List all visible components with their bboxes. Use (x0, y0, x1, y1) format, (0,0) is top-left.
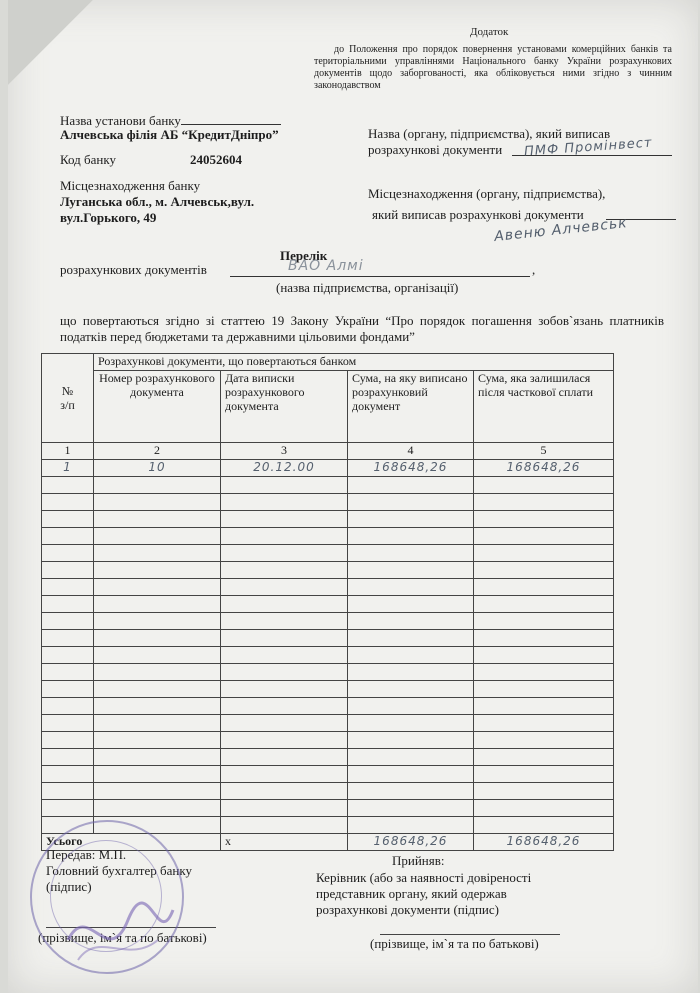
table-cell (94, 698, 221, 715)
table-cell (221, 579, 348, 596)
table-cell (42, 477, 94, 494)
table-cell (42, 732, 94, 749)
table-cell (474, 766, 614, 783)
list-basis: що повертаються згідно зі статтею 19 Закону України “Про порядок погашення зобов`язань платників податків перед бюджетами та державними цільовими фондами” (60, 313, 664, 344)
table-cell (221, 800, 348, 817)
name-caption-left: (прізвище, ім`я та по батькові) (38, 930, 207, 945)
col-number-4: 4 (348, 443, 474, 460)
issuer-name-label-1: Назва (органу, підприємства), який виписав (368, 126, 611, 141)
table-cell (94, 783, 221, 800)
signature-line-right (380, 934, 560, 935)
header-doc-number: Номер розрахункового документа (94, 371, 221, 443)
table-cell (474, 732, 614, 749)
table-cell (94, 477, 221, 494)
bank-code-value: 24052604 (190, 152, 242, 167)
col-number-3: 3 (221, 443, 348, 460)
table-cell (348, 545, 474, 562)
bank-location-value-2: вул.Горького, 49 (60, 210, 157, 225)
table-cell (221, 630, 348, 647)
table-row (42, 698, 614, 715)
accepted-label: Прийняв: (392, 853, 445, 868)
table-cell (348, 715, 474, 732)
table-cell (348, 613, 474, 630)
table-cell (348, 647, 474, 664)
table-cell (474, 647, 614, 664)
table-cell (348, 732, 474, 749)
table-cell (474, 664, 614, 681)
document-sheet: Додаток до Положення про порядок повернення установами комерційних банків та територіальними управліннями Національного банку України розрахункових документів щодо заборгованості, яка обліковується ними згідно з чинним законодавством Назва установи банку Алчевська філія АБ “КредитДніпро” Код банку 24052604 Місцезнаходження банку Луганська обл., м. Алчевськ,вул. вул.Горького, 49 Назва (органу, підприємства), який виписав розрахункові документи ПМФ Промінвест Місцезнаходження (органу, підприємства), який виписав розрахункові документи Авеню Алчевськ Перелік розрахункових документів , ВАО Алмі (назва підприємства, організації) що повертаються згідно зі статтею 19 Закону України “Про порядок погашення зобов`язань платників податків перед бюджетами та державними цільовими фондами” № з/п Розрахункові документи, що повертаються банком Номер розрахункового документа Дата виписки розрахункового документа Сума, на яку виписано розрахунковий документ Сума, яка залишилася після часткової сплати 1 2 3 4 5 1 10 20.12.00 168648,26 168648,26 Усього x 168648,26 168648,26 Передав: М.П. Головний бухгалтер банку (підпис) (прізвище, ім`я та по батькові) Прийняв: Керівник (або за наявності довіреності представник органу, який одержав розрахункові документи (підпис) (прізвище, ім`я та по батькові) (8, 0, 698, 993)
table-cell (474, 817, 614, 834)
bank-location-value-1: Луганська обл., м. Алчевськ,вул. (60, 194, 255, 209)
table-cell (221, 528, 348, 545)
table-cell (221, 817, 348, 834)
table-row (42, 664, 614, 681)
row-1-doc-number: 10 (148, 460, 166, 474)
table-cell (94, 630, 221, 647)
table-cell (348, 800, 474, 817)
table-cell (221, 613, 348, 630)
table-cell (221, 732, 348, 749)
table-cell (348, 494, 474, 511)
table-cell (221, 494, 348, 511)
table-row (42, 630, 614, 647)
head-label-2: представник органу, який одержав (316, 886, 507, 901)
header-number: № з/п (42, 354, 94, 443)
header-group: Розрахункові документи, що повертаються банком (94, 354, 614, 371)
table-cell (474, 715, 614, 732)
table-cell (42, 800, 94, 817)
org-handwritten: ВАО Алмі (288, 258, 364, 274)
table-row (42, 783, 614, 800)
table-cell (42, 749, 94, 766)
table-cell (94, 596, 221, 613)
table-cell (94, 664, 221, 681)
table-cell (348, 562, 474, 579)
passed-label: Передав: М.П. (46, 847, 127, 862)
table-cell (94, 715, 221, 732)
table-cell (221, 647, 348, 664)
table-cell (94, 647, 221, 664)
table-row (42, 562, 614, 579)
header-doc-date: Дата виписки розрахункового документа (221, 371, 348, 443)
table-row (42, 579, 614, 596)
col-number-1: 1 (42, 443, 94, 460)
table-cell (474, 562, 614, 579)
table-cell (221, 664, 348, 681)
table-cell (221, 749, 348, 766)
table-cell (474, 613, 614, 630)
table-cell (348, 528, 474, 545)
table-cell (348, 817, 474, 834)
table-cell (94, 494, 221, 511)
table-cell (42, 715, 94, 732)
table-cell (94, 732, 221, 749)
table-cell (348, 766, 474, 783)
table-cell (42, 562, 94, 579)
table-row (42, 613, 614, 630)
row-1-date: 20.12.00 (253, 460, 315, 474)
table-cell (348, 596, 474, 613)
accountant-label: Головний бухгалтер банку (46, 863, 192, 878)
row-1-remainder: 168648,26 (506, 460, 581, 474)
table-cell (348, 477, 474, 494)
table-row (42, 545, 614, 562)
table-row (42, 715, 614, 732)
bank-code-label: Код банку (60, 152, 116, 167)
table-cell (42, 494, 94, 511)
table-row (42, 647, 614, 664)
annex-text: до Положення про порядок повернення установами комерційних банків та територіальними управліннями Національного банку України розрахункових документів щодо заборгованості, яка обліковується ними згідно з чинним законодавством (314, 44, 672, 91)
table-row (42, 800, 614, 817)
table-cell (474, 681, 614, 698)
table-cell (94, 545, 221, 562)
issuer-location-handwritten: Авеню Алчевськ (493, 215, 629, 245)
table-row (42, 494, 614, 511)
table-cell (221, 783, 348, 800)
head-label-1: Керівник (або за наявності довіреності (316, 870, 532, 885)
org-line (230, 276, 530, 277)
table-cell (348, 579, 474, 596)
table-cell (348, 511, 474, 528)
folded-corner (8, 0, 93, 85)
table-cell (42, 630, 94, 647)
table-cell (42, 681, 94, 698)
col-number-5: 5 (474, 443, 614, 460)
issuer-name-handwritten: ПМФ Промінвест (523, 135, 653, 160)
table-cell (94, 579, 221, 596)
table-cell (94, 562, 221, 579)
total-label: Усього (42, 834, 221, 851)
table-cell (474, 579, 614, 596)
table-cell (221, 511, 348, 528)
table-cell (42, 528, 94, 545)
table-cell (474, 630, 614, 647)
table-cell (348, 630, 474, 647)
annex-title: Додаток (470, 26, 509, 38)
table-cell (348, 749, 474, 766)
table-cell (94, 766, 221, 783)
table-cell (474, 545, 614, 562)
issuer-name-label-2: розрахункові документи (368, 142, 503, 157)
table-cell (94, 613, 221, 630)
table-cell (94, 528, 221, 545)
table-cell (474, 698, 614, 715)
list-label: розрахункових документів (60, 262, 207, 277)
table-row (42, 732, 614, 749)
table-row (42, 477, 614, 494)
bank-location-label: Місцезнаходження банку (60, 178, 201, 193)
table-cell (221, 681, 348, 698)
table-cell (474, 477, 614, 494)
row-1-sum: 168648,26 (373, 460, 448, 474)
table-cell (221, 477, 348, 494)
table-row (42, 460, 614, 477)
table-row (42, 511, 614, 528)
table-cell (474, 511, 614, 528)
table-cell (474, 494, 614, 511)
table-cell (42, 596, 94, 613)
documents-table (41, 353, 614, 851)
table-cell (348, 783, 474, 800)
table-cell (474, 783, 614, 800)
signature-scribble (58, 880, 178, 980)
org-caption: (назва підприємства, організації) (276, 280, 459, 295)
head-label-3: розрахункові документи (підпис) (316, 902, 499, 917)
table-cell (42, 664, 94, 681)
table-cell (42, 579, 94, 596)
table-cell (221, 562, 348, 579)
table-cell (348, 698, 474, 715)
table-cell (221, 596, 348, 613)
header-doc-sum: Сума, на яку виписано розрахунковий документ (348, 371, 474, 443)
table-row (42, 596, 614, 613)
table-row (42, 681, 614, 698)
bank-name-value: Алчевська філія АБ “КредитДніпро” (60, 127, 279, 142)
name-caption-right: (прізвище, ім`я та по батькові) (370, 936, 539, 951)
table-cell (42, 698, 94, 715)
table-cell (94, 800, 221, 817)
col-number-2: 2 (94, 443, 221, 460)
table-cell (474, 749, 614, 766)
table-cell (474, 596, 614, 613)
header-doc-remainder: Сума, яка залишилася після часткової сплати (474, 371, 614, 443)
table-cell (94, 511, 221, 528)
table-cell (42, 545, 94, 562)
issuer-location-label-1: Місцезнаходження (органу, підприємства), (368, 186, 606, 201)
table-cell (221, 766, 348, 783)
table-cell (42, 511, 94, 528)
table-cell (94, 681, 221, 698)
row-1-number: 1 (63, 460, 72, 474)
table-cell (42, 613, 94, 630)
table-row (42, 749, 614, 766)
table-cell (474, 528, 614, 545)
sign-label: (підпис) (46, 879, 92, 894)
table-cell (221, 698, 348, 715)
table-cell (348, 681, 474, 698)
table-row (42, 528, 614, 545)
bank-name-label: Назва установи банку (60, 113, 181, 128)
issuer-location-label-2: який виписав розрахункові документи (372, 207, 584, 222)
table-cell (221, 545, 348, 562)
table-cell (348, 664, 474, 681)
total-sum-2: 168648,26 (506, 834, 581, 848)
table-cell (474, 800, 614, 817)
total-x: x (221, 834, 348, 851)
list-title: Перелік (280, 248, 328, 263)
table-row (42, 766, 614, 783)
table-cell (42, 766, 94, 783)
table-cell (42, 647, 94, 664)
table-cell (221, 715, 348, 732)
table-cell (42, 783, 94, 800)
total-sum-1: 168648,26 (373, 834, 448, 848)
table-cell (94, 749, 221, 766)
